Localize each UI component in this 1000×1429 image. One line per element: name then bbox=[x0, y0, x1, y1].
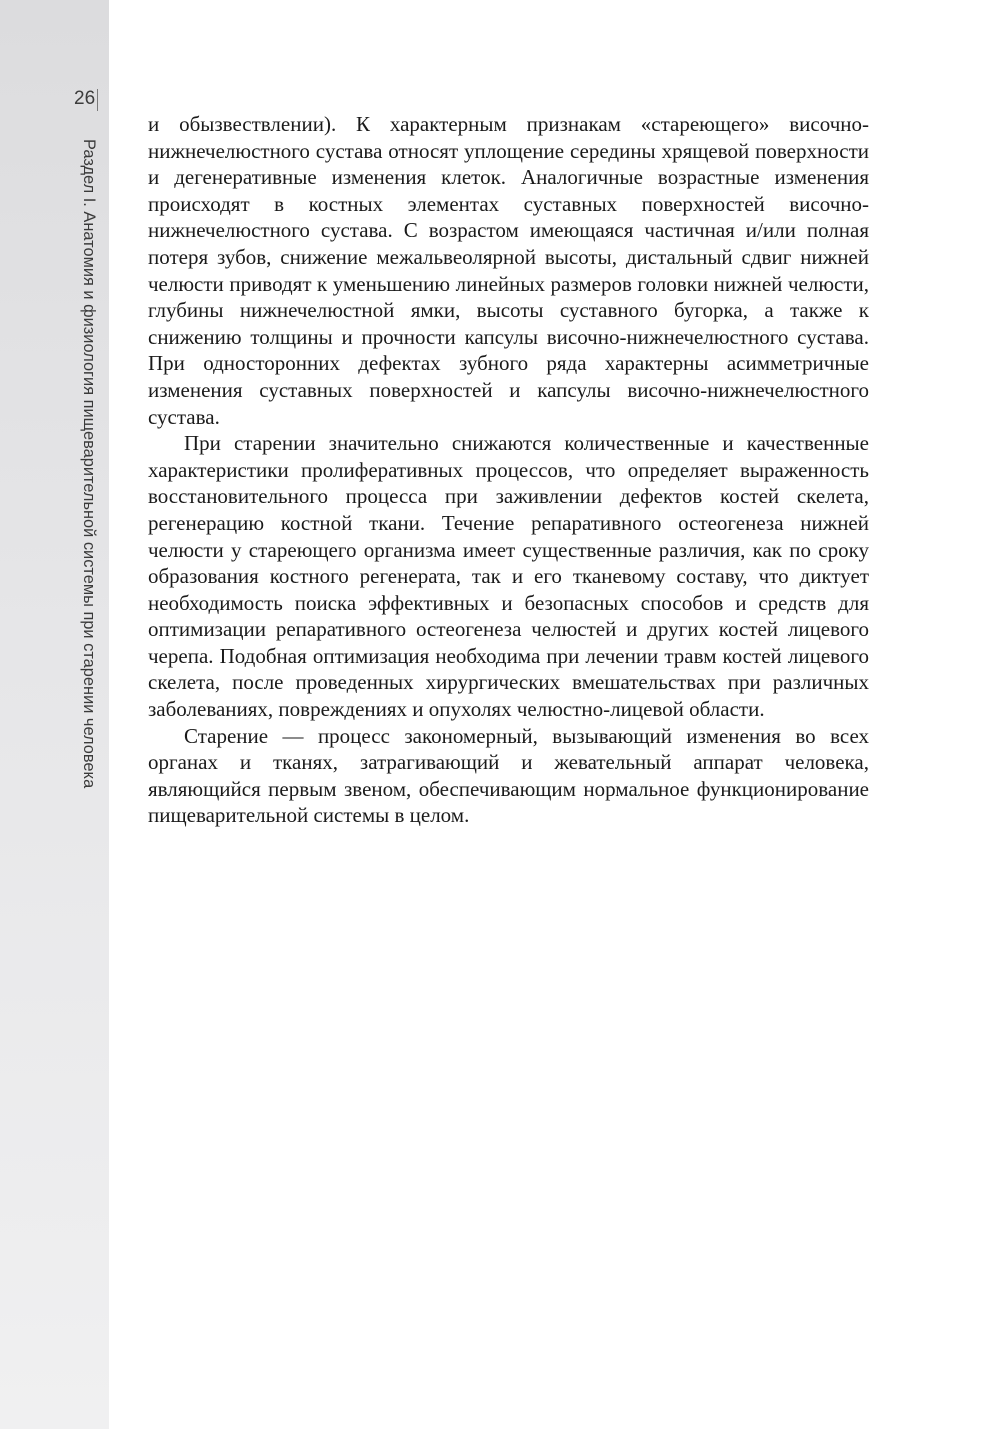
body-text bbox=[148, 111, 869, 829]
page-number: 26 bbox=[74, 88, 96, 109]
page-number-divider bbox=[97, 89, 98, 111]
running-head: Раздел I. Анатомия и физиология пищеварительной системы при старении человека bbox=[80, 139, 98, 789]
paragraph-2: При старении значительно снижаются количественные и качественные характеристики пролиферативных процессов, что определяет выраженность восстановительного процесса при заживлении дефектов костей скелета, регенерацию костной ткани. Течение репаративного остеогенеза нижней челюсти у стареющего организма имеет существенные различия, как по сроку образования костного регенерата, так и его тканевому составу, что диктует необходимость поиска эффективных и безопасных способов и средств для оптимизации репаративного остеогенеза челюстей и других костей лицевого черепа. Подобная оптимизация необходима при лечении травм костей лицевого скелета, после проведенных хирургических вмешательствах при различных заболеваниях, повреждениях и опухолях челюстно-лицевой области. bbox=[148, 431, 869, 722]
paragraph-1: и обызвествлении). К характерным признакам «стареющего» височно-нижнечелюстного сустава относят уплощение середины хрящевой поверхности и дегенеративные изменения клеток. Аналогичные возрастные изменения происходят в костных элементах суставных поверхностей височно-нижнечелюстного сустава. С возрастом имеющаяся частичная и/или полная потеря зубов, снижение межальвеолярной высоты, дистальный сдвиг нижней челюсти приводят к уменьшению линейных размеров головки нижней челюсти, глубины нижнечелюстной ямки, высоты суставного бугорка, а также к снижению толщины и прочности капсулы височно-нижнечелюстного сустава. При односторонних дефектах зубного ряда характерны асимметричные изменения суставных поверхностей и капсулы височно-нижнечелюстного сустава. bbox=[148, 112, 869, 429]
paragraph-3: Старение — процесс закономерный, вызывающий изменения во всех органах и тканях, затрагивающий и жевательный аппарат человека, являющийся первым звеном, обеспечивающим нормальное функционирование пищеварительной системы в целом. bbox=[148, 723, 869, 828]
